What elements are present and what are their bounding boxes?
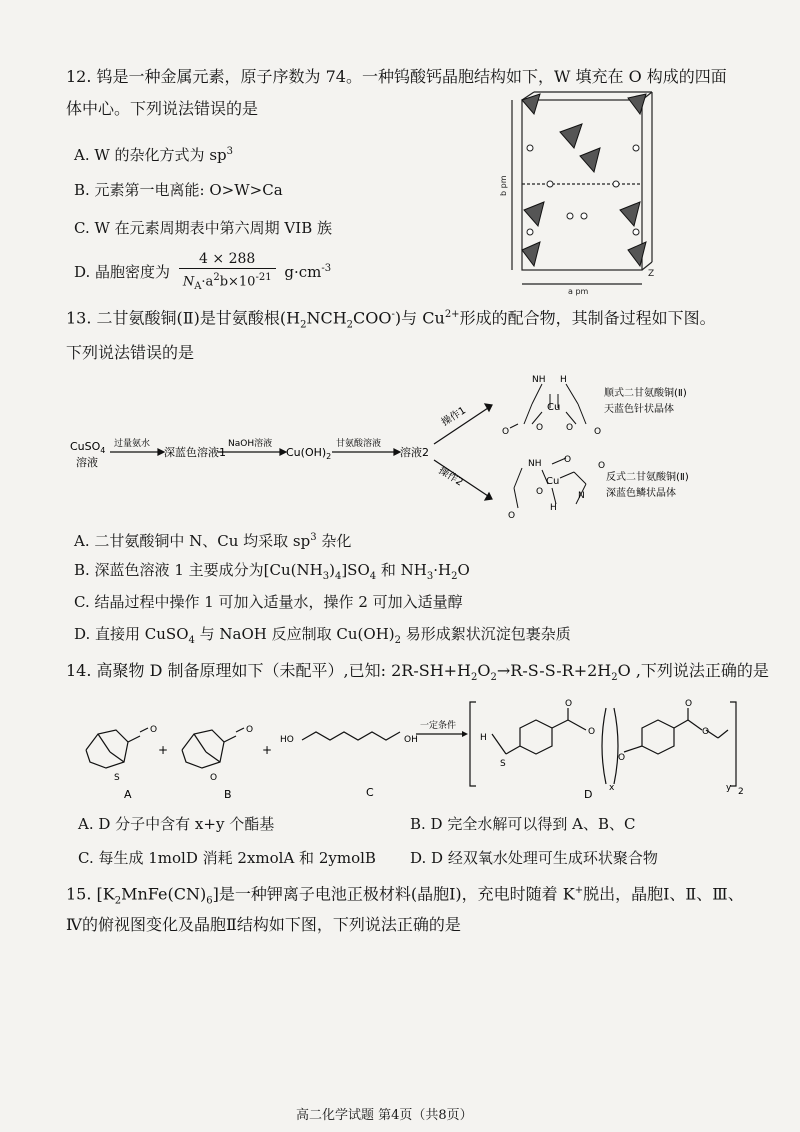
flow-arrow3-label: 甘氨酸溶液 xyxy=(336,439,382,449)
flow-op1: 操作1 xyxy=(439,405,468,429)
q13b-6: O xyxy=(457,561,470,579)
q13d-3: 易形成絮状沉淀包裹杂质 xyxy=(401,625,571,643)
q14-option-a: A. D 分子中含有 x+y 个酯基 xyxy=(78,815,275,833)
q15-1: 15. [K xyxy=(66,884,115,904)
trans-o3: O xyxy=(508,511,516,521)
q13b-s5: 2 xyxy=(451,571,458,582)
q14-1: 14. 高聚物 D 制备原理如下（未配平）,已知: 2R-SH+H xyxy=(66,661,472,680)
q13b-s3: 4 xyxy=(369,571,377,582)
trans-cu: Cu xyxy=(546,476,560,487)
b-ring-oxygen: O xyxy=(210,773,218,783)
d-o1: O xyxy=(565,699,573,709)
d-o5: O xyxy=(702,727,710,737)
q12-option-b: B. 元素第一电离能: O>W>Ca xyxy=(74,181,283,199)
d-h: H xyxy=(480,733,487,743)
q13-option-c: C. 结晶过程中操作 1 可加入适量水，操作 2 可加入适量醇 xyxy=(74,593,463,611)
q13-option-a-sup: 3 xyxy=(310,532,317,543)
density-denominator xyxy=(179,269,276,296)
q15-s1: 2 xyxy=(114,895,122,907)
q13-option-a-text: A. 二甘氨酸铜中 N、Cu 均采取 sp xyxy=(74,532,311,550)
synthesis-flow-diagram xyxy=(66,368,726,528)
q13d-s2: 2 xyxy=(394,635,402,646)
crystal-cell-figure xyxy=(500,92,660,298)
c-ho: HO xyxy=(280,735,294,745)
q14-s2: 2 xyxy=(490,672,497,684)
q12-option-d-prefix: D. 晶胞密度为 xyxy=(74,262,171,281)
c-oh: OH xyxy=(404,735,418,745)
trans-h2n: H xyxy=(550,503,557,513)
den-a: ·a xyxy=(201,274,214,290)
polymer-reaction-scheme xyxy=(66,690,746,802)
den-exp: -21 xyxy=(255,272,272,283)
q13d-1: D. 直接用 CuSO xyxy=(74,625,189,643)
label-b: B xyxy=(224,788,232,801)
d-2: 2 xyxy=(738,787,744,797)
q15-sup: + xyxy=(574,885,584,896)
q13-line2: 下列说法错误的是 xyxy=(66,343,195,362)
q12-option-a-text: A. W 的杂化方式为 sp xyxy=(74,146,227,164)
q14-option-d: D. D 经双氧水处理可生成环状聚合物 xyxy=(410,849,658,867)
d-o4: O xyxy=(685,699,693,709)
q12-option-a xyxy=(74,142,233,165)
q13-sup1: - xyxy=(391,309,395,320)
q15-3: ]是一种钾离子电池正极材料(晶胞Ⅰ)，充电时随着 K xyxy=(212,884,575,904)
trans-name: 反式二甘氨酸铜(Ⅱ) xyxy=(606,472,689,483)
q13-sub1: 2 xyxy=(300,319,307,331)
flow-arrow2-label: NaOH溶液 xyxy=(228,439,273,449)
reaction-condition: 一定条件 xyxy=(420,721,457,731)
q13-line1-c: COO xyxy=(353,308,392,328)
density-numerator: 4 × 288 xyxy=(179,250,276,269)
q13-line1 xyxy=(66,304,716,337)
q14-line1 xyxy=(66,660,769,689)
cis-o3: O xyxy=(502,427,510,437)
den-b: b×10 xyxy=(219,274,256,290)
cis-desc: 天蓝色针状晶体 xyxy=(604,404,674,415)
d-sulfur: S xyxy=(500,759,506,769)
fig-a-label: a pm xyxy=(568,287,589,296)
trans-o4: O xyxy=(598,461,606,471)
cis-name: 顺式二甘氨酸铜(Ⅱ) xyxy=(604,388,687,399)
q15-2: MnFe(CN) xyxy=(121,884,207,904)
q14-3: →R-S-S-R+2H xyxy=(496,661,612,680)
q14-s3: 2 xyxy=(611,672,618,684)
plus-1: + xyxy=(158,743,169,757)
flow-arrow1-label: 过量氨水 xyxy=(114,439,151,449)
den-a-sup: 2 xyxy=(213,272,220,283)
q13-option-d xyxy=(74,624,571,651)
q12-line1: 12. 钨是一种金属元素，原子序数为 74。一种钨酸钙晶胞结构如下，W 填充在 O 构成的四面 xyxy=(66,67,727,86)
q13b-s2: 4 xyxy=(334,571,342,582)
cis-nh2: NH xyxy=(532,375,546,385)
trans-nh2: NH xyxy=(528,459,542,469)
label-d: D xyxy=(584,788,593,801)
q13b-4: 和 NH xyxy=(376,561,427,579)
q13-option-a-tail: 杂化 xyxy=(316,532,352,550)
q13-sub2: 2 xyxy=(346,319,354,331)
page-footer: 高二化学试题 第4页（共8页） xyxy=(296,1108,473,1123)
trans-desc: 深蓝色鳞状晶体 xyxy=(606,488,676,499)
q15-s2: 6 xyxy=(206,895,213,907)
q13d-s1: 4 xyxy=(188,635,195,646)
q13b-2: ) xyxy=(329,561,335,579)
q14-option-b: B. D 完全水解可以得到 A、B、C xyxy=(410,815,636,833)
q13b-s1: 3 xyxy=(322,571,330,582)
q13b-5: ·H xyxy=(433,561,452,579)
q13b-s4: 3 xyxy=(426,571,434,582)
q13b-1: B. 深蓝色溶液 1 主要成分为[Cu(NH xyxy=(74,561,323,579)
q12-option-d xyxy=(74,250,331,296)
cis-o1: O xyxy=(536,423,544,433)
label-a: A xyxy=(124,788,132,801)
d-o3: O xyxy=(618,753,626,763)
q13-sup2: 2+ xyxy=(444,309,460,320)
flow-node3: 溶液2 xyxy=(400,446,429,459)
q12-option-c: C. W 在元素周期表中第六周期 VIB 族 xyxy=(74,219,332,237)
q13-line1-e: 形成的配合物，其制备过程如下图。 xyxy=(459,308,716,328)
density-unit: g·cm xyxy=(284,262,322,281)
flow-node2: $Cu(OH)_2$ xyxy=(286,446,332,461)
fig-z-label: Z xyxy=(648,269,655,279)
d-x: x xyxy=(609,783,615,793)
q15-line2: Ⅳ的俯视图变化及晶胞Ⅱ结构如下图，下列说法正确的是 xyxy=(66,915,461,934)
q15-4: 脱出，晶胞Ⅰ、Ⅱ、Ⅲ、 xyxy=(583,884,744,904)
d-y: y xyxy=(726,783,732,793)
cis-o2: O xyxy=(566,423,574,433)
q13-line1-b: NCH xyxy=(306,308,347,328)
q13d-2: 与 NaOH 反应制取 Cu(OH) xyxy=(194,625,395,643)
trans-n: N xyxy=(578,491,585,501)
flow-node1: 深蓝色溶液1 xyxy=(164,446,226,459)
q13-option-a xyxy=(74,528,351,551)
flow-start-1: CuSO$_4$ xyxy=(70,440,106,455)
q13-option-b xyxy=(74,560,470,587)
a-sulfur: S xyxy=(114,773,120,783)
q13b-3: ]SO xyxy=(341,561,370,579)
q13-line1-a: 13. 二甘氨酸铜(Ⅱ)是甘氨酸根(H xyxy=(66,308,301,328)
cis-h2n: H xyxy=(560,375,567,385)
q13-line1-d: )与 Cu xyxy=(394,308,445,328)
trans-o2: O xyxy=(536,487,544,497)
cis-cu: Cu xyxy=(547,402,561,413)
q12-option-a-sup: 3 xyxy=(226,146,233,157)
density-fraction xyxy=(179,250,276,296)
q15-line1 xyxy=(66,880,744,913)
fig-b-label: b pm xyxy=(499,175,508,196)
trans-o1: O xyxy=(564,455,572,465)
plus-2: + xyxy=(262,743,273,757)
avogadro-sub: A xyxy=(194,280,202,292)
b-oxygen: O xyxy=(246,725,254,735)
flow-op2: 操作2 xyxy=(436,465,465,489)
q14-s1: 2 xyxy=(471,672,478,684)
q14-option-c: C. 每生成 1molD 消耗 2xmolA 和 2ymolB xyxy=(78,849,376,867)
density-unit-sup: -3 xyxy=(321,262,332,274)
avogadro-symbol: N xyxy=(182,274,195,290)
label-c: C xyxy=(366,786,374,799)
flow-start-2: 溶液 xyxy=(76,456,98,469)
q14-2: O xyxy=(477,661,491,680)
a-oxygen: O xyxy=(150,725,158,735)
cis-o4: O xyxy=(594,427,602,437)
d-o2: O xyxy=(588,727,596,737)
q14-4: O ,下列说法正确的是 xyxy=(617,661,769,680)
q12-line2: 体中心。下列说法错误的是 xyxy=(66,99,259,118)
